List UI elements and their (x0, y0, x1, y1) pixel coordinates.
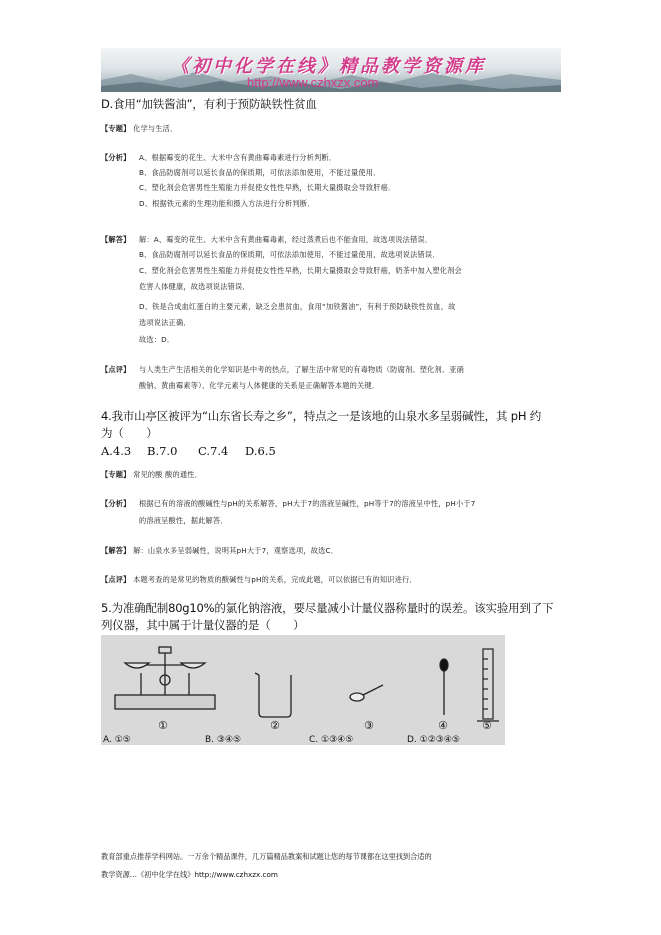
dropper-icon (440, 659, 448, 715)
q3-answer-line: 选项说法正确． (139, 318, 191, 327)
q4-answer (101, 546, 338, 556)
q4-answer-text: 解：山泉水多呈弱碱性，说明其pH大于7，观察选项，故选C． (133, 546, 339, 555)
q3-answer-line: 危害人体健康，故选项说法错误． (139, 282, 250, 291)
figure-number: ④ (438, 719, 448, 732)
footer-line-1: 教育部重点推荐学科网站。一万余个精品课件，几万篇精品教案和试题让您的每节课都在这里找到合适的 (101, 852, 432, 861)
apparatus-figure (101, 635, 505, 745)
q3-analysis-line: D、根据铁元素的生理功能和摄入方法进行分析判断． (139, 199, 315, 208)
apparatus-drawing (101, 635, 505, 745)
q4-analysis-line: 的溶液呈酸性，据此解答． (139, 516, 228, 525)
q4-option-c: C.7.4 (198, 444, 229, 458)
figure-number: ① (158, 719, 168, 732)
q3-topic-label: 【专题】 (101, 124, 131, 133)
figure-option-c: C. ①③④⑤ (309, 735, 354, 745)
q4-analysis-line: 根据已有的溶液的酸碱性与pH的关系解答，pH大于7的溶液呈碱性，pH等于7的溶液呈中性，pH小于7 (139, 499, 476, 508)
q3-answer-line: D、铁是合成血红蛋白的主要元素，缺乏会患贫血，食用“加铁酱油”，有利于预防缺铁性贫血，故 (139, 302, 456, 311)
q5-stem-line-1: 5.为准确配制80g10%的氯化钠溶液，要尽量减小计量仪器称量时的误差。该实验用到了下 (101, 601, 554, 615)
figure-option-b: B. ③④⑤ (205, 735, 242, 745)
q4-comment-label: 【点评】 (101, 575, 131, 584)
q4-answer-label: 【解答】 (101, 546, 131, 555)
q3-answer-line: B、食品防腐剂可以延长食品的保质期，可依法添加使用，不能过量使用，故选项说法错误． (139, 250, 440, 259)
q3-analysis-line: B、食品防腐剂可以延长食品的保质期，可依法添加使用，不能过量使用． (139, 168, 381, 177)
figure-option-a: A. ①⑤ (103, 735, 131, 745)
graduated-cylinder-icon (477, 649, 499, 721)
q3-topic (101, 124, 177, 134)
q3-topic-text: 化学与生活． (133, 124, 178, 133)
q4-comment (101, 575, 417, 585)
q3-answer-line: 故选：D． (139, 335, 175, 344)
q4-analysis-label: 【分析】 (101, 499, 131, 508)
figure-number: ⑤ (482, 719, 492, 732)
q3-analysis-label: 【分析】 (101, 153, 131, 162)
medicine-spoon-icon (350, 685, 383, 701)
q4-stem-line-2: 为（ ） (101, 426, 158, 440)
figure-number: ② (270, 719, 280, 732)
q3-comment-line: 与人类生产生活相关的化学知识是中考的热点，了解生活中常见的有毒物质（防腐剂、塑化剂、亚硝 (139, 365, 465, 374)
banner-url[interactable]: http://www.czhxzx.com (247, 75, 379, 90)
q4-option-d: D.6.5 (245, 444, 276, 458)
banner-title: 《初中化学在线》精品教学资源库 (171, 56, 486, 77)
q3-answer-line: 解：A、霉变的花生、大米中含有黄曲霉毒素，经过蒸煮后也不能食用，故选项说法错误． (139, 235, 433, 244)
q4-topic-text: 常见的酸 酸的通性． (133, 470, 203, 479)
q4-stem-line-1: 4.我市山亭区被评为“山东省长寿之乡”，特点之一是该地的山泉水多呈弱碱性，其 pH 约 (101, 409, 542, 423)
q3-analysis-line: A、根据霉变的花生、大米中含有黄曲霉毒素进行分析判断． (139, 153, 337, 162)
q4-option-b: B.7.0 (147, 444, 178, 458)
q3-option-d: D.食用“加铁酱油”，有利于预防缺铁性贫血 (101, 97, 317, 111)
q4-topic (101, 470, 202, 480)
figure-option-d: D. ①②③④⑤ (407, 735, 460, 745)
q3-answer-label: 【解答】 (101, 235, 131, 244)
q4-comment-text: 本题考查的是常见的物质的酸碱性与pH的关系，完成此题，可以依据已有的知识进行． (133, 575, 417, 584)
q5-stem-line-2: 列仪器，其中属于计量仪器的是（ ） (101, 618, 305, 632)
q3-comment-label: 【点评】 (101, 365, 131, 374)
beaker-icon (255, 673, 291, 717)
q3-analysis-line: C、塑化剂会危害男性生殖能力并促使女性性早熟，长期大量摄取会导致肝癌． (139, 183, 396, 192)
footer-line-2: 教学资源…《初中化学在线》http://www.czhxzx.com (101, 870, 278, 879)
q4-option-a: A.4.3 (101, 444, 132, 458)
figure-number: ③ (364, 719, 374, 732)
q3-comment-line: 酸钠、黄曲霉素等）、化学元素与人体健康的关系是正确解答本题的关键． (139, 381, 380, 390)
header-banner (101, 48, 561, 92)
balance-icon (115, 647, 215, 709)
q4-topic-label: 【专题】 (101, 470, 131, 479)
q3-answer-line: C、塑化剂会危害男性生殖能力并促使女性性早熟，长期大量摄取会导致肝癌，奶茶中加入塑化剂会 (139, 266, 462, 275)
